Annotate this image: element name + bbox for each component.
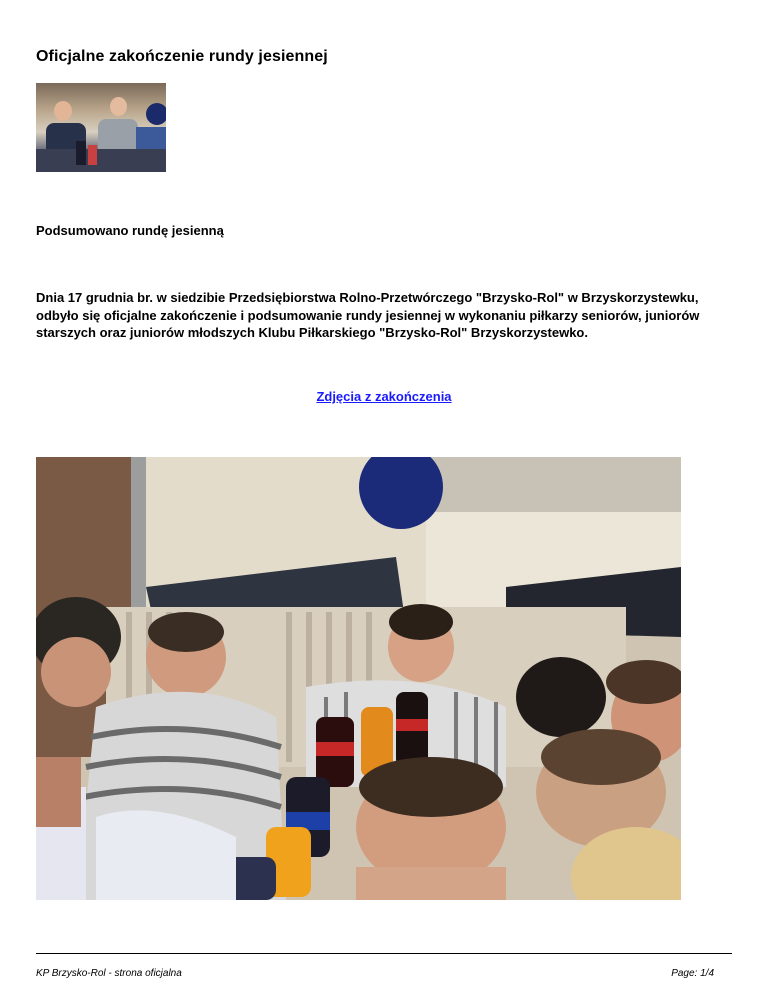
article-title: Oficjalne zakończenie rundy jesiennej (36, 48, 328, 65)
footer-page-number: Page: 1/4 (671, 968, 714, 979)
footer-site-name: KP Brzysko-Rol - strona oficjalna (36, 968, 182, 979)
article-subtitle: Podsumowano rundę jesienną (36, 223, 224, 238)
gallery-link-container (0, 389, 768, 404)
footer-divider (36, 953, 732, 954)
thumbnail-photo (36, 83, 166, 172)
event-photo (36, 457, 681, 900)
gallery-link[interactable]: Zdjęcia z zakończenia (316, 389, 452, 404)
article-body: Dnia 17 grudnia br. w siedzibie Przedsiębiorstwa Rolno-Przetwórczego "Brzysko-Rol" w Brzyskorzystewku, odbyło się oficjalne zakończenie i podsumowanie rundy jesiennej w wykonaniu piłkarzy seniorów, juniorów starszych oraz juniorów młodszych Klubu Piłkarskiego "Brzysko-Rol" Brzyskorzystewko. (36, 290, 700, 340)
